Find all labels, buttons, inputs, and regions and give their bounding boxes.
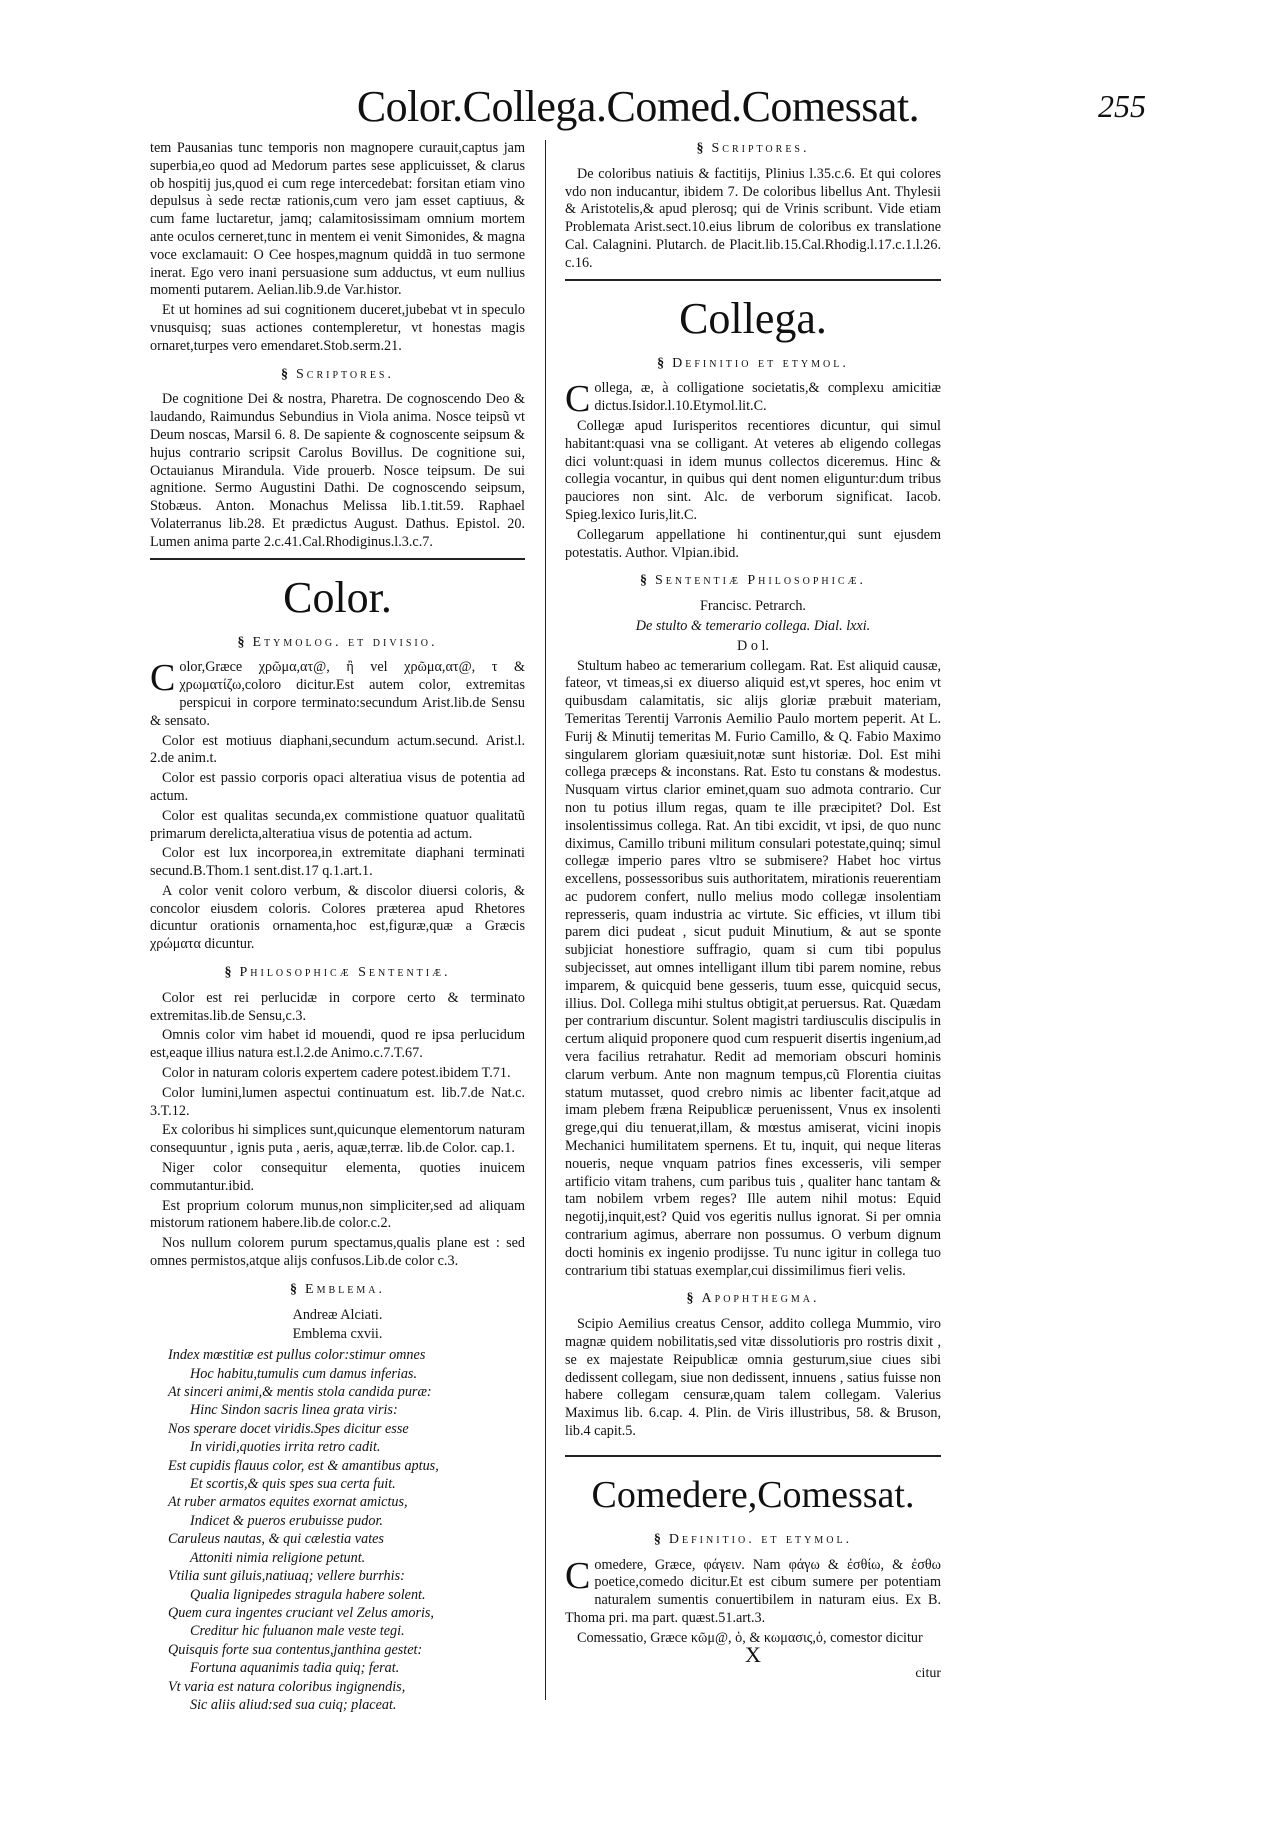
verse-line: Attoniti nimia religione petunt. <box>190 1549 366 1566</box>
paragraph: Stultum habeo ac temerarium collegam. Rat. Est aliquid causæ, fateor, vt timeas,si ex diuerso aliquid est,vt speres, hoc enim vt quibusdam calamitatis, sic alijs gloriæ præbuit materiam, Temeritas Terentij Varronis Aemilio Paulo mortem peperit. At L. Furij & Minutij temeritas M. Furio Camillo, & Q. Fabio Maximo singularem gloriam quæsiuit,notæ sunt historiæ. Dol. Est mihi collega præceps & inconstans. Rat. Esto tu constans & modestus. Nusquam virtus clarior eminet,quam suo admota contrario. Cur non tu potius illum regas, quam te ille præcipitet? Dol. Est insolentissimus collega. Rat. An tibi excidit, vt ipsi, de quo nunc diximus, Camillo tribuni militum consulari potestate,quinq; simul collegæ imperio pares vltro se submisere? Habet hoc virtus excellens, possessoribus suis authoritatem, mirationis reuerentiam ac pudorem confert, nullo melius modo collegæ insolentiam represseris, quam industria ac virtute. Sic efficies, vt illum tibi parem dici pudeat , sicut puduit Minutium, & aut se sponte subjiciat honestiore suffragio, quam si cum tibi populus subjecisset, aut omnes intelligant illum tibi parem nomine, rebus imparem, & quicquid bene gesseris, tuum esse, quicquid secus, illius. Dol. Collega mihi stultus obtigit,at peruersus. Rat. Quædam per contrarium discuntur. Solent magistri tardiusculis discipulis in certum aliquid proponere quod cum respuerit disertis ingenium,ad vera facilius retrahatur. Redit ad memoriam obscuri hominis clarum verbum. Ante non magnum tempus,cũ Florentia ciuitas statum mutasset, quod crebro nimis ac libenter facit,atque ad imam plebem fræna Reipublicæ peruenissent, Vnus ex insolenti grege,qui diu tenuerat,illam, & mœstus amiserat, vicini inopis Mechanici humilitatem spernens. Et tu, inquit, qui neque literas noueris, neque vnquam patrios fines excesseris, vili semper artificio vitam trahens, cum paribus tuis , qualiter hanc tantam & tam nobilem vrbem reges? Ille autem nihil motus: Equid negotij,inquit,est? Quid vos egeritis nullus ignorat. Si per omnia contrarium agimus, aberrare non possumus. O verbum dignum docti hominis ex ingenio prodijsse. Tu nunc igitur in collega tuo contrarium tibi statuas exemplar,cui dissimilimus fieri velis. <box>565 657 941 1279</box>
paragraph: Nos nullum colorem purum spectamus,qualis plane est : sed omnes permistos,atque alijs confusos.Lib.de color c.3. <box>150 1235 525 1270</box>
pilcrow-icon: § <box>686 1291 694 1307</box>
paragraph: Collegæ apud Iurisperitos recentiores dicuntur, qui simul habitant:quasi vna se colligant. At veteres ab eligendo collegas dici volunt:quasi in idem munus collectos diceremus. Hinc & collegia vocantur, in quibus qui dent nomen eliguntur:dum tribus pauciores non sint. Alc. de verborum significat. Iacob. Spieg.lexico Iuris,lit.C. <box>565 417 941 523</box>
pilcrow-icon: § <box>290 1281 298 1297</box>
verse-line: Caruleus nautas, & qui cælestia vates <box>168 1531 384 1548</box>
paragraph: Et ut homines ad sui cognitionem duceret,jubebat vt in speculo vnusquisq; suas actiones contempleretur, vt honestas magis ornaret,turpes vero emendaret.Stob.serm.21. <box>150 302 525 354</box>
verse-line: At ruber armatos equites exornat amictus, <box>168 1494 408 1511</box>
paragraph: Color in naturam coloris expertem cadere potest.ibidem T.71. <box>162 1065 511 1082</box>
verse-line: Hoc habitu,tumulis cum damus inferias. <box>190 1365 417 1382</box>
left-column <box>150 140 525 1714</box>
paragraph: Collegarum appellatione hi continentur,qui sunt ejusdem potestatis. Author. Vlpian.ibid. <box>565 526 941 561</box>
verse-line: Fortuna aquanimis tadia quiq; ferat. <box>190 1660 400 1677</box>
pilcrow-icon: § <box>224 965 232 981</box>
paragraph: Color,Græce χρῶμα,ατ@, ἢ vel χρῶμα,ατ@, τ & χρωματίζω,coloro dicitur.Est autem color, extremitas perspicui in corpore terminato:secundum Arist.lib.de Sensu & sensato. <box>150 657 525 729</box>
paragraph: A color venit coloro verbum, & discolor diuersi coloris, & concolor eiusdem coloris. Colores præterea apud Rhetores dicuntur orationis ornamenta,hoc est,figuræ,quæ a Græcis χρώματα dicuntur. <box>150 882 525 953</box>
verse-line: Qualia lignipedes stragula habere solent. <box>190 1586 426 1603</box>
paragraph: Comessatio, Græce κῶμ@, ὁ, & κωμασις,ὁ, comestor dicitur <box>577 1629 923 1646</box>
verse-line: In viridi,quoties irrita retro cadit. <box>190 1439 381 1456</box>
pilcrow-icon: § <box>696 141 704 156</box>
verse-line: Et scortis,& quis spes sua certa fuit. <box>190 1476 396 1493</box>
verse-line: Quem cura ingentes cruciant vel Zelus amoris, <box>168 1604 434 1621</box>
paragraph: Ex coloribus hi simplices sunt,quicunque elementorum naturam consequuntur , ignis puta , aeris, aquæ,terræ. lib.de Color. cap.1. <box>150 1122 525 1157</box>
paragraph: Est proprium colorum munus,non simpliciter,sed ad aliquam mistorum rationem habere.lib.de color.c.2. <box>150 1197 525 1232</box>
entry-title: Color. <box>283 572 392 622</box>
column-divider <box>545 140 546 1700</box>
section-heading: § Scriptores. <box>280 366 394 382</box>
section-heading: § Sententiæ Philosophicæ. <box>639 573 866 589</box>
section-heading: § Scriptores. <box>696 141 810 156</box>
section-heading: § Etymolog. et divisio. <box>237 634 438 650</box>
paragraph: Niger color consequitur elementa, quoties inuicem commutantur.ibid. <box>150 1160 525 1194</box>
verse-line: Index mœstitiæ est pullus color:stimur omnes <box>168 1347 426 1364</box>
verse-line: Quisquis forte sua contentus,janthina gestet: <box>168 1641 423 1658</box>
dialogue-title: De stulto & temerario collega. Dial. lxxi. <box>635 617 871 634</box>
paragraph: tem Pausanias tunc temporis non magnopere curauit,captus jam superbia,eo quod ad Medorum partes sese applicuisset, & clarus ob hospitij jus,quod ei cum rege intercedebat: forsitan etiam vino depulsus à sede rectæ rationis,cum vero jam esset captiuus, & cum fame luctaretur, jamq; calamitosissimam omnium mortem ante oculos cerneret,tunc in mentem ei venit Simonides, & magna voce exclamauit: O Cee hospes,magnum quiddã in tuo sermone inerat. Ego vero inani persuasione sum adductus, vt eum nullius momenti putarem. Aelian.lib.9.de Var.histor. <box>150 140 525 299</box>
drop-cap: C <box>150 657 176 700</box>
catchword: citur <box>915 1666 941 1682</box>
pilcrow-icon: § <box>237 634 245 650</box>
paragraph: Collega, æ, à colligatione societatis,& complexu amicitiæ dictus.Isidor.l.10.Etymol.lit.C. <box>565 378 941 421</box>
verse-line: Est cupidis flauus color, est & amantibus aptus, <box>168 1457 439 1474</box>
pilcrow-icon: § <box>280 366 288 382</box>
pilcrow-icon: § <box>639 573 647 589</box>
verse-line: Hinc Sindon sacris linea grata viris: <box>190 1402 398 1419</box>
emblem-number: Emblema cxvii. <box>292 1326 383 1343</box>
paragraph: De coloribus natiuis & factitijs, Plinius l.35.c.6. Et qui colores vdo non inducantur, ibidem 7. De coloribus libellus Ant. Thylesii & Aristotelis,& apud plerosq; qui de Vrinis scribunt. Vide etiam Problemata Arist.sect.10.eius librum de coloribus ex translatione Cal. Calagnini. Plutarch. de Placit.lib.15.Cal.Rhodig.l.17.c.1.l.26. c.16. <box>565 165 941 271</box>
paragraph: Color est motiuus diaphani,secundum actum.secund. Arist.l. 2.de anim.t. <box>150 732 525 767</box>
verse-line: Indicet & pueros erubuisse pudor. <box>190 1512 383 1529</box>
signature-mark: X <box>745 1641 761 1667</box>
section-heading: § Definitio et etymol. <box>657 355 849 371</box>
divider <box>150 558 525 560</box>
right-column <box>565 140 941 1683</box>
verse-line: Vt varia est natura coloribus ingignendis, <box>168 1678 406 1695</box>
paragraph: Color lumini,lumen aspectui continuatum est. lib.7.de Nat.c. 3.T.12. <box>150 1084 525 1119</box>
speaker-label: D o l. <box>737 637 769 654</box>
entry-title: Collega. <box>679 293 827 343</box>
paragraph: Color est qualitas secunda,ex commistione quatuor qualitatũ primarum derelicta,alteratiua visus de potentia ad actum. <box>150 807 525 842</box>
pilcrow-icon: § <box>653 1531 661 1547</box>
section-heading: § Definitio. et etymol. <box>653 1531 853 1547</box>
paragraph: De cognitione Dei & nostra, Pharetra. De cognoscendo Deo & laudando, Raimundus Sebundius in Viola anima. Nosce teipsũ vt Deum noscas, Marsil 6. 8. De sapiente & cognoscente seipsum & hujus contrario scripsit Carolus Bovillus. De cognitione sui, Octauianus Mirandula. Vide prouerb. Nosce teipsum. De sui agnitione. Sermo Augustini Dathi. De cognoscendo seipsum, Stobæus. Anton. Monachus Melissa lib.1.tit.59. Raphael Volaterranus lib.28. Et prædictus August. Dathus. Epistol. 20. Lumen anima parte 2.c.41.Cal.Rhodiginus.l.3.c.7. <box>150 391 525 550</box>
paragraph: Color est rei perlucidæ in corpore certo & terminato extremitas.lib.de Sensu,c.3. <box>150 989 525 1024</box>
section-heading: § Apophthegma. <box>686 1291 820 1307</box>
divider <box>565 279 941 281</box>
paragraph: Comedere, Græce, φάγειν. Nam φάγω & ἐσθίω, & ἐσθω poetice,comedo dicitur.Et est cibum sumere per potentiam naturalem sumentis conuertibilem in naturam eius. Ex B. Thoma pri. ma part. quæst.51.art.3. <box>565 1554 941 1626</box>
paragraph: Color est lux incorporea,in extremitate diaphani terminati secund.B.Thom.1 sent.dist.17 q.1.art.1. <box>150 845 525 880</box>
paragraph: Omnis color vim habet id mouendi, quod re ipsa perlucidum est,eaque illius natura est.l.2.de Animo.c.7.T.67. <box>150 1027 525 1062</box>
verse-line: Creditur hic fuluanon male veste tegi. <box>190 1623 405 1640</box>
section-heading: § Philosophicæ Sententiæ. <box>224 965 451 981</box>
verse-line: Vtilia sunt giluis,natiuaq; vellere burrhis: <box>168 1568 405 1585</box>
author-name: Francisc. Petrarch. <box>700 598 806 615</box>
verse-line: Nos sperare docet viridis.Spes dicitur esse <box>168 1420 409 1437</box>
pilcrow-icon: § <box>657 355 665 371</box>
drop-cap: C <box>565 1554 591 1597</box>
emblem-author: Andreæ Alciati. <box>292 1306 383 1323</box>
paragraph: Scipio Aemilius creatus Censor, addito collega Mummio, viro magnæ quidem nobilitatis,sed vitæ dissolutioris pro rostris dixit , se ex majestate Reipublicæ omnia gesturum,siue ciues sibi dedissent collegam, siue non dedissent, innuens , satius fuisse non habere collegam censuræ,quam talem collegam. Valerius Maximus lib. 6.cap. 4. Plin. de Viris illustribus, 58. & Bruson, lib.4 capit.5. <box>565 1316 941 1439</box>
divider <box>565 1455 941 1457</box>
section-heading: § Emblema. <box>290 1281 385 1297</box>
verse-line: Sic aliis aliud:sed sua cuiq; placeat. <box>190 1696 397 1713</box>
verse-line: At sinceri animi,& mentis stola candida puræ: <box>168 1384 432 1401</box>
drop-cap: C <box>565 378 591 421</box>
entry-title: Comedere,Comessat. <box>591 1473 915 1516</box>
page-number: 255 <box>1098 88 1146 124</box>
paragraph: Color est passio corporis opaci alteratiua visus de potentia ad actum. <box>150 770 525 804</box>
running-title: Color.Collega.Comed.Comessat. <box>356 82 920 131</box>
